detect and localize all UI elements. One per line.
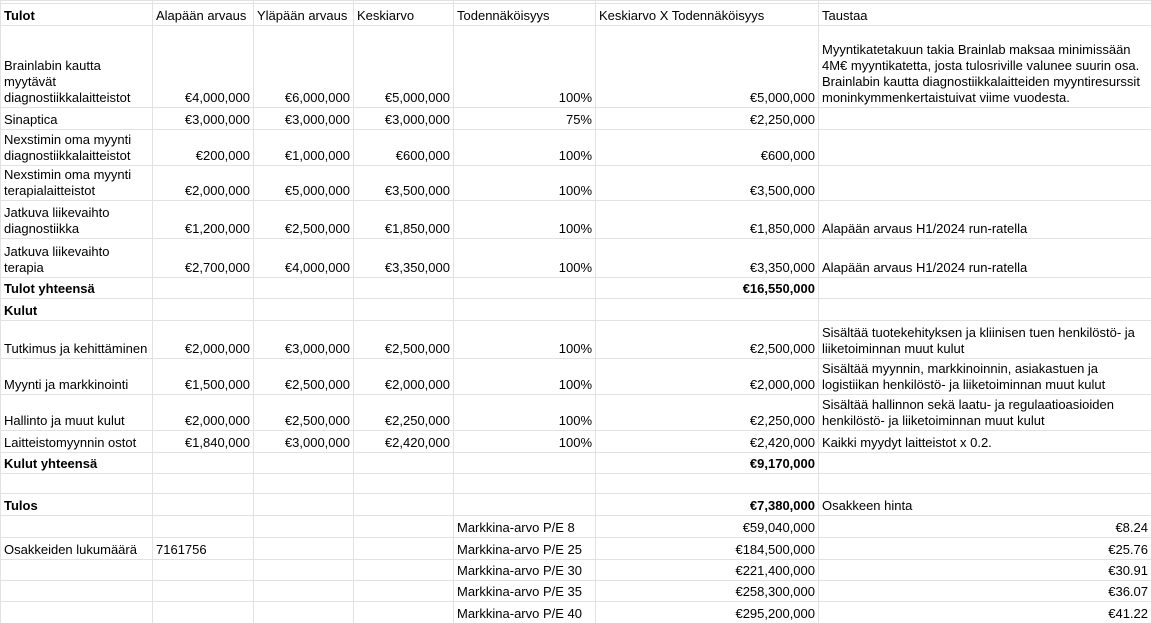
cell-myynti-ja-markkinointi-alapaan-arvaus[interactable]: €1,500,000 — [153, 359, 254, 395]
cell-empty-row-ylapaan-arvaus[interactable] — [254, 474, 354, 494]
cell-markkina-arvo-pe-40-tulot[interactable] — [1, 602, 153, 623]
column-header-keskiarvo[interactable]: Keskiarvo — [354, 4, 454, 26]
cell-brainlab-diagnostiikka-todennakoisyys[interactable]: 100% — [454, 26, 596, 108]
cell-markkina-arvo-pe-40-ylapaan-arvaus[interactable] — [254, 602, 354, 623]
header-row — [1, 4, 1151, 26]
cell-tulot-yhteensa-todennakoisyys[interactable] — [454, 278, 596, 299]
column-header-taustaa[interactable]: Taustaa — [819, 4, 1151, 26]
row-kulut — [1, 299, 1151, 321]
cell-markkina-arvo-pe-8-keskiarvo-x-todennakoisyys[interactable]: €59,040,000 — [596, 516, 819, 538]
cell-markkina-arvo-pe-30-ylapaan-arvaus[interactable] — [254, 560, 354, 581]
cell-laitteistomyynnin-ostot-tulot[interactable]: Laitteistomyynnin ostot — [1, 431, 153, 453]
cell-nexstim-oma-myynti-diagnostiikka-keskiarvo[interactable]: €600,000 — [354, 130, 454, 166]
cell-laitteistomyynnin-ostot-alapaan-arvaus[interactable]: €1,840,000 — [153, 431, 254, 453]
cell-markkina-arvo-pe-25-tulot[interactable]: Osakkeiden lukumäärä — [1, 538, 153, 560]
cell-tulos-taustaa[interactable]: Osakkeen hinta — [819, 494, 1151, 516]
cell-tulot-yhteensa-ylapaan-arvaus[interactable] — [254, 278, 354, 299]
cell-tulot-yhteensa-keskiarvo[interactable] — [354, 278, 454, 299]
cell-tutkimus-ja-kehittaminen-keskiarvo[interactable]: €2,500,000 — [354, 321, 454, 359]
cell-nexstim-oma-myynti-diagnostiikka-ylapaan-arvaus[interactable]: €1,000,000 — [254, 130, 354, 166]
cell-markkina-arvo-pe-40-todennakoisyys[interactable]: Markkina-arvo P/E 40 — [454, 602, 596, 623]
row-sinaptica — [1, 108, 1151, 130]
row-tulot-yhteensa — [1, 278, 1151, 299]
row-markkina-arvo-pe-25 — [1, 538, 1151, 560]
cell-tulos-tulot[interactable]: Tulos — [1, 494, 153, 516]
cell-tulos-keskiarvo[interactable] — [354, 494, 454, 516]
cell-jatkuva-liikevaihto-diagnostiikka-taustaa[interactable]: Alapään arvaus H1/2024 run-ratella — [819, 201, 1151, 239]
cell-sinaptica-keskiarvo-x-todennakoisyys[interactable]: €2,250,000 — [596, 108, 819, 130]
cell-tutkimus-ja-kehittaminen-tulot[interactable]: Tutkimus ja kehittäminen — [1, 321, 153, 359]
cell-kulut-tulot[interactable]: Kulut — [1, 299, 153, 321]
cell-jatkuva-liikevaihto-terapia-keskiarvo[interactable]: €3,350,000 — [354, 239, 454, 278]
cell-tutkimus-ja-kehittaminen-alapaan-arvaus[interactable]: €2,000,000 — [153, 321, 254, 359]
cell-tulot-yhteensa-alapaan-arvaus[interactable] — [153, 278, 254, 299]
cell-markkina-arvo-pe-25-taustaa[interactable]: €25.76 — [819, 538, 1151, 560]
column-header-todennakoisyys[interactable]: Todennäköisyys — [454, 4, 596, 26]
cell-nexstim-oma-myynti-terapia-ylapaan-arvaus[interactable]: €5,000,000 — [254, 166, 354, 201]
row-markkina-arvo-pe-8 — [1, 516, 1151, 538]
cell-nexstim-oma-myynti-terapia-keskiarvo-x-todennakoisyys[interactable]: €3,500,000 — [596, 166, 819, 201]
cell-brainlab-diagnostiikka-taustaa[interactable]: Myyntikatetakuun takia Brainlab maksaa minimissään 4M€ myyntikatetta, josta tulosriville valunee suurin osa. Brainlabin kautta diagnostiikkalaitteiden myyntiresurssit moninkymmenkertaistuivat viime vuodesta. — [819, 26, 1151, 108]
cell-kulut-yhteensa-keskiarvo[interactable] — [354, 453, 454, 474]
cell-markkina-arvo-pe-8-keskiarvo[interactable] — [354, 516, 454, 538]
column-header-keskiarvo-x-todennakoisyys[interactable]: Keskiarvo X Todennäköisyys — [596, 4, 819, 26]
cell-jatkuva-liikevaihto-diagnostiikka-tulot[interactable]: Jatkuva liikevaihto diagnostiikka — [1, 201, 153, 239]
row-markkina-arvo-pe-30 — [1, 560, 1151, 581]
row-nexstim-oma-myynti-terapia — [1, 166, 1151, 201]
cell-tulos-alapaan-arvaus[interactable] — [153, 494, 254, 516]
cell-markkina-arvo-pe-35-todennakoisyys[interactable]: Markkina-arvo P/E 35 — [454, 581, 596, 602]
cell-kulut-ylapaan-arvaus[interactable] — [254, 299, 354, 321]
cell-tulot-yhteensa-tulot[interactable]: Tulot yhteensä — [1, 278, 153, 299]
cell-kulut-yhteensa-alapaan-arvaus[interactable] — [153, 453, 254, 474]
cell-sinaptica-taustaa[interactable] — [819, 108, 1151, 130]
column-header-tulot[interactable]: Tulot — [1, 4, 153, 26]
row-jatkuva-liikevaihto-diagnostiikka — [1, 201, 1151, 239]
cell-markkina-arvo-pe-25-todennakoisyys[interactable]: Markkina-arvo P/E 25 — [454, 538, 596, 560]
cell-nexstim-oma-myynti-diagnostiikka-keskiarvo-x-todennakoisyys[interactable]: €600,000 — [596, 130, 819, 166]
cell-jatkuva-liikevaihto-diagnostiikka-ylapaan-arvaus[interactable]: €2,500,000 — [254, 201, 354, 239]
cell-markkina-arvo-pe-8-todennakoisyys[interactable]: Markkina-arvo P/E 8 — [454, 516, 596, 538]
cell-kulut-todennakoisyys[interactable] — [454, 299, 596, 321]
cell-empty-row-tulot[interactable] — [1, 474, 153, 494]
cell-markkina-arvo-pe-40-alapaan-arvaus[interactable] — [153, 602, 254, 623]
cell-myynti-ja-markkinointi-tulot[interactable]: Myynti ja markkinointi — [1, 359, 153, 395]
cell-jatkuva-liikevaihto-diagnostiikka-alapaan-arvaus[interactable]: €1,200,000 — [153, 201, 254, 239]
cell-markkina-arvo-pe-35-taustaa[interactable]: €36.07 — [819, 581, 1151, 602]
cell-kulut-yhteensa-ylapaan-arvaus[interactable] — [254, 453, 354, 474]
cell-laitteistomyynnin-ostot-keskiarvo[interactable]: €2,420,000 — [354, 431, 454, 453]
row-hallinto-ja-muut-kulut — [1, 395, 1151, 431]
cell-tulot-yhteensa-keskiarvo-x-todennakoisyys[interactable]: €16,550,000 — [596, 278, 819, 299]
cell-myynti-ja-markkinointi-keskiarvo-x-todennakoisyys[interactable]: €2,000,000 — [596, 359, 819, 395]
cell-tulos-keskiarvo-x-todennakoisyys[interactable]: €7,380,000 — [596, 494, 819, 516]
cell-empty-row-alapaan-arvaus[interactable] — [153, 474, 254, 494]
cell-sinaptica-tulot[interactable]: Sinaptica — [1, 108, 153, 130]
cell-jatkuva-liikevaihto-terapia-todennakoisyys[interactable]: 100% — [454, 239, 596, 278]
cell-nexstim-oma-myynti-diagnostiikka-alapaan-arvaus[interactable]: €200,000 — [153, 130, 254, 166]
cell-kulut-keskiarvo[interactable] — [354, 299, 454, 321]
cell-nexstim-oma-myynti-diagnostiikka-tulot[interactable]: Nexstimin oma myynti diagnostiikkalaitteistot — [1, 130, 153, 166]
cell-kulut-alapaan-arvaus[interactable] — [153, 299, 254, 321]
cell-markkina-arvo-pe-8-taustaa[interactable]: €8.24 — [819, 516, 1151, 538]
cell-sinaptica-ylapaan-arvaus[interactable]: €3,000,000 — [254, 108, 354, 130]
cell-tutkimus-ja-kehittaminen-taustaa[interactable]: Sisältää tuotekehityksen ja kliinisen tuen henkilöstö- ja liiketoiminnan muut kulut — [819, 321, 1151, 359]
cell-hallinto-ja-muut-kulut-keskiarvo-x-todennakoisyys[interactable]: €2,250,000 — [596, 395, 819, 431]
cell-empty-row-keskiarvo[interactable] — [354, 474, 454, 494]
column-header-alapaan-arvaus[interactable]: Alapään arvaus — [153, 4, 254, 26]
cell-myynti-ja-markkinointi-todennakoisyys[interactable]: 100% — [454, 359, 596, 395]
cell-kulut-yhteensa-keskiarvo-x-todennakoisyys[interactable]: €9,170,000 — [596, 453, 819, 474]
cell-laitteistomyynnin-ostot-keskiarvo-x-todennakoisyys[interactable]: €2,420,000 — [596, 431, 819, 453]
cell-jatkuva-liikevaihto-terapia-alapaan-arvaus[interactable]: €2,700,000 — [153, 239, 254, 278]
cell-markkina-arvo-pe-25-ylapaan-arvaus[interactable] — [254, 538, 354, 560]
cell-tulos-ylapaan-arvaus[interactable] — [254, 494, 354, 516]
cell-markkina-arvo-pe-8-alapaan-arvaus[interactable] — [153, 516, 254, 538]
row-laitteistomyynnin-ostot — [1, 431, 1151, 453]
cell-laitteistomyynnin-ostot-ylapaan-arvaus[interactable]: €3,000,000 — [254, 431, 354, 453]
row-tulos — [1, 494, 1151, 516]
cell-brainlab-diagnostiikka-keskiarvo[interactable]: €5,000,000 — [354, 26, 454, 108]
cell-markkina-arvo-pe-35-tulot[interactable] — [1, 581, 153, 602]
cell-nexstim-oma-myynti-terapia-tulot[interactable]: Nexstimin oma myynti terapialaitteistot — [1, 166, 153, 201]
cell-markkina-arvo-pe-8-ylapaan-arvaus[interactable] — [254, 516, 354, 538]
cell-markkina-arvo-pe-30-keskiarvo-x-todennakoisyys[interactable]: €221,400,000 — [596, 560, 819, 581]
row-markkina-arvo-pe-40 — [1, 602, 1151, 623]
cell-jatkuva-liikevaihto-diagnostiikka-keskiarvo-x-todennakoisyys[interactable]: €1,850,000 — [596, 201, 819, 239]
cell-markkina-arvo-pe-35-keskiarvo[interactable] — [354, 581, 454, 602]
cell-nexstim-oma-myynti-terapia-taustaa[interactable] — [819, 166, 1151, 201]
row-myynti-ja-markkinointi — [1, 359, 1151, 395]
cell-markkina-arvo-pe-35-keskiarvo-x-todennakoisyys[interactable]: €258,300,000 — [596, 581, 819, 602]
cell-kulut-yhteensa-todennakoisyys[interactable] — [454, 453, 596, 474]
row-nexstim-oma-myynti-diagnostiikka — [1, 130, 1151, 166]
cell-brainlab-diagnostiikka-alapaan-arvaus[interactable]: €4,000,000 — [153, 26, 254, 108]
cell-markkina-arvo-pe-40-keskiarvo-x-todennakoisyys[interactable]: €295,200,000 — [596, 602, 819, 623]
cell-myynti-ja-markkinointi-ylapaan-arvaus[interactable]: €2,500,000 — [254, 359, 354, 395]
cell-markkina-arvo-pe-30-keskiarvo[interactable] — [354, 560, 454, 581]
cell-hallinto-ja-muut-kulut-tulot[interactable]: Hallinto ja muut kulut — [1, 395, 153, 431]
cell-empty-row-todennakoisyys[interactable] — [454, 474, 596, 494]
cell-myynti-ja-markkinointi-keskiarvo[interactable]: €2,000,000 — [354, 359, 454, 395]
cell-markkina-arvo-pe-30-tulot[interactable] — [1, 560, 153, 581]
cell-tutkimus-ja-kehittaminen-todennakoisyys[interactable]: 100% — [454, 321, 596, 359]
cell-brainlab-diagnostiikka-keskiarvo-x-todennakoisyys[interactable]: €5,000,000 — [596, 26, 819, 108]
cell-markkina-arvo-pe-25-alapaan-arvaus[interactable]: 7161756 — [153, 538, 254, 560]
cell-jatkuva-liikevaihto-terapia-tulot[interactable]: Jatkuva liikevaihto terapia — [1, 239, 153, 278]
cell-jatkuva-liikevaihto-diagnostiikka-keskiarvo[interactable]: €1,850,000 — [354, 201, 454, 239]
cell-jatkuva-liikevaihto-terapia-keskiarvo-x-todennakoisyys[interactable]: €3,350,000 — [596, 239, 819, 278]
cell-tutkimus-ja-kehittaminen-ylapaan-arvaus[interactable]: €3,000,000 — [254, 321, 354, 359]
cell-sinaptica-alapaan-arvaus[interactable]: €3,000,000 — [153, 108, 254, 130]
cell-hallinto-ja-muut-kulut-alapaan-arvaus[interactable]: €2,000,000 — [153, 395, 254, 431]
cell-brainlab-diagnostiikka-tulot[interactable]: Brainlabin kautta myytävät diagnostiikkalaitteistot — [1, 26, 153, 108]
cell-markkina-arvo-pe-25-keskiarvo-x-todennakoisyys[interactable]: €184,500,000 — [596, 538, 819, 560]
row-empty-row — [1, 474, 1151, 494]
cell-markkina-arvo-pe-40-keskiarvo[interactable] — [354, 602, 454, 623]
row-markkina-arvo-pe-35 — [1, 581, 1151, 602]
row-tutkimus-ja-kehittaminen — [1, 321, 1151, 359]
cell-kulut-keskiarvo-x-todennakoisyys[interactable] — [596, 299, 819, 321]
cell-markkina-arvo-pe-40-taustaa[interactable]: €41.22 — [819, 602, 1151, 623]
cell-sinaptica-keskiarvo[interactable]: €3,000,000 — [354, 108, 454, 130]
cell-nexstim-oma-myynti-terapia-alapaan-arvaus[interactable]: €2,000,000 — [153, 166, 254, 201]
cell-empty-row-keskiarvo-x-todennakoisyys[interactable] — [596, 474, 819, 494]
cell-hallinto-ja-muut-kulut-ylapaan-arvaus[interactable]: €2,500,000 — [254, 395, 354, 431]
cell-hallinto-ja-muut-kulut-todennakoisyys[interactable]: 100% — [454, 395, 596, 431]
row-kulut-yhteensa — [1, 453, 1151, 474]
cell-markkina-arvo-pe-30-alapaan-arvaus[interactable] — [153, 560, 254, 581]
cell-sinaptica-todennakoisyys[interactable]: 75% — [454, 108, 596, 130]
cell-hallinto-ja-muut-kulut-taustaa[interactable]: Sisältää hallinnon sekä laatu- ja regulaatioasioiden henkilöstö- ja liiketoiminnan muut kulut — [819, 395, 1151, 431]
cell-kulut-taustaa[interactable] — [819, 299, 1151, 321]
cell-nexstim-oma-myynti-diagnostiikka-todennakoisyys[interactable]: 100% — [454, 130, 596, 166]
cell-jatkuva-liikevaihto-diagnostiikka-todennakoisyys[interactable]: 100% — [454, 201, 596, 239]
cell-hallinto-ja-muut-kulut-keskiarvo[interactable]: €2,250,000 — [354, 395, 454, 431]
cell-laitteistomyynnin-ostot-todennakoisyys[interactable]: 100% — [454, 431, 596, 453]
column-header-ylapaan-arvaus[interactable]: Yläpään arvaus — [254, 4, 354, 26]
cell-myynti-ja-markkinointi-taustaa[interactable]: Sisältää myynnin, markkinoinnin, asiakastuen ja logistiikan henkilöstö- ja liiketoiminnan muut kulut — [819, 359, 1151, 395]
cell-markkina-arvo-pe-35-alapaan-arvaus[interactable] — [153, 581, 254, 602]
row-jatkuva-liikevaihto-terapia — [1, 239, 1151, 278]
cell-tulos-todennakoisyys[interactable] — [454, 494, 596, 516]
row-brainlab-diagnostiikka — [1, 26, 1151, 108]
cell-nexstim-oma-myynti-diagnostiikka-taustaa[interactable] — [819, 130, 1151, 166]
cell-empty-row-taustaa[interactable] — [819, 474, 1151, 494]
cell-laitteistomyynnin-ostot-taustaa[interactable]: Kaikki myydyt laitteistot x 0.2. — [819, 431, 1151, 453]
cell-nexstim-oma-myynti-terapia-todennakoisyys[interactable]: 100% — [454, 166, 596, 201]
cell-tutkimus-ja-kehittaminen-keskiarvo-x-todennakoisyys[interactable]: €2,500,000 — [596, 321, 819, 359]
cell-nexstim-oma-myynti-terapia-keskiarvo[interactable]: €3,500,000 — [354, 166, 454, 201]
cell-markkina-arvo-pe-30-todennakoisyys[interactable]: Markkina-arvo P/E 30 — [454, 560, 596, 581]
cell-jatkuva-liikevaihto-terapia-taustaa[interactable]: Alapään arvaus H1/2024 run-ratella — [819, 239, 1151, 278]
cell-kulut-yhteensa-taustaa[interactable] — [819, 453, 1151, 474]
cell-tulot-yhteensa-taustaa[interactable] — [819, 278, 1151, 299]
cell-markkina-arvo-pe-30-taustaa[interactable]: €30.91 — [819, 560, 1151, 581]
cell-markkina-arvo-pe-8-tulot[interactable] — [1, 516, 153, 538]
cell-brainlab-diagnostiikka-ylapaan-arvaus[interactable]: €6,000,000 — [254, 26, 354, 108]
cell-jatkuva-liikevaihto-terapia-ylapaan-arvaus[interactable]: €4,000,000 — [254, 239, 354, 278]
cell-markkina-arvo-pe-25-keskiarvo[interactable] — [354, 538, 454, 560]
cell-markkina-arvo-pe-35-ylapaan-arvaus[interactable] — [254, 581, 354, 602]
cell-kulut-yhteensa-tulot[interactable]: Kulut yhteensä — [1, 453, 153, 474]
